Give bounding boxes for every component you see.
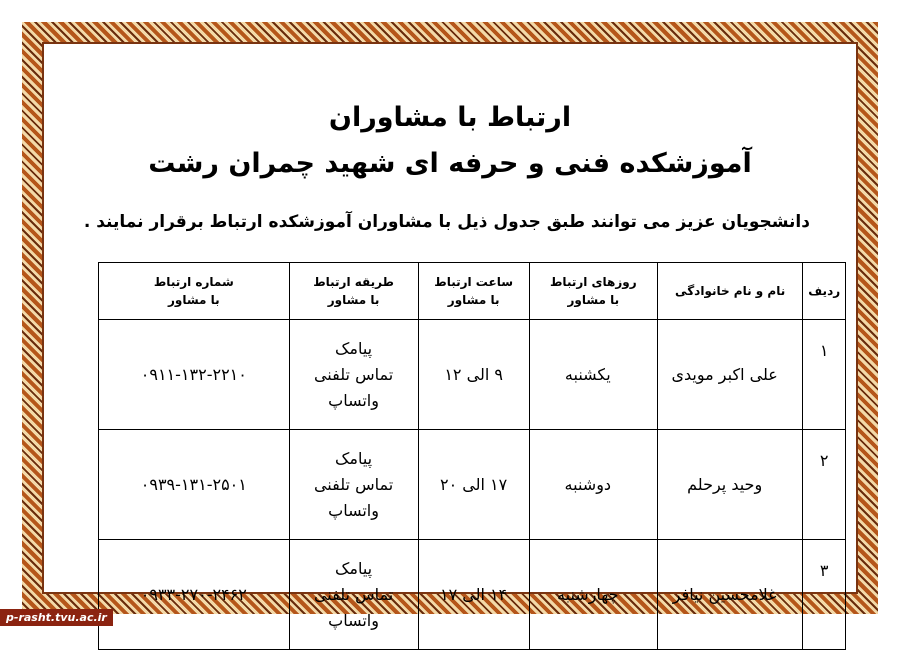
phone-number: ۰۹۱۱-۱۳۲-۲۲۱۰ — [99, 320, 290, 430]
page-subtitle: آموزشکده فنی و حرفه ای شهید چمران رشت — [148, 148, 752, 179]
contact-methods: پیامک تماس تلفنی واتساپ — [289, 430, 418, 540]
advisor-name: غلامحسین نیافر — [657, 540, 803, 650]
table-row — [99, 320, 846, 430]
table-row — [99, 540, 846, 650]
advisor-name: وحید پرحلم — [657, 430, 803, 540]
contact-days: یکشنبه — [529, 320, 657, 430]
header-hours: ساعت ارتباط با مشاور — [418, 263, 529, 320]
header-days: روزهای ارتباط با مشاور — [529, 263, 657, 320]
contact-days: دوشنبه — [529, 430, 657, 540]
page-title: ارتباط با مشاوران — [328, 102, 572, 133]
contact-hours: ۱۴ الی ۱۷ — [418, 540, 529, 650]
row-index: ۳ — [803, 540, 846, 650]
row-index: ۲ — [803, 430, 846, 540]
contact-methods: پیامک تماس تلفنی واتساپ — [289, 320, 418, 430]
contact-hours: ۱۷ الی ۲۰ — [418, 430, 529, 540]
header-name: نام و نام خانوادگی — [657, 263, 803, 320]
table-header-row — [99, 263, 846, 320]
footer-url-link[interactable]: p-rasht.tvu.ac.ir — [0, 609, 113, 626]
header-phone: شماره ارتباط با مشاور — [99, 263, 290, 320]
header-method: طریقه ارتباط با مشاور — [289, 263, 418, 320]
contact-methods: پیامک تماس تلفنی واتساپ — [289, 540, 418, 650]
phone-number: ۰۹۳۳-۲۷۰-۲۴۶۲ — [99, 540, 290, 650]
advisor-name: علی اکبر مویدی — [657, 320, 803, 430]
table-row — [99, 430, 846, 540]
row-index: ۱ — [803, 320, 846, 430]
intro-text: دانشجویان عزیز می توانند طبق جدول ذیل با مشاوران آموزشکده ارتباط برقرار نمایند . — [83, 212, 810, 232]
header-idx: ردیف — [803, 263, 846, 320]
contact-hours: ۹ الی ۱۲ — [418, 320, 529, 430]
contact-days: چهارشنبه — [529, 540, 657, 650]
advisors-table — [98, 262, 846, 650]
phone-number: ۰۹۳۹-۱۳۱-۲۵۰۱ — [99, 430, 290, 540]
